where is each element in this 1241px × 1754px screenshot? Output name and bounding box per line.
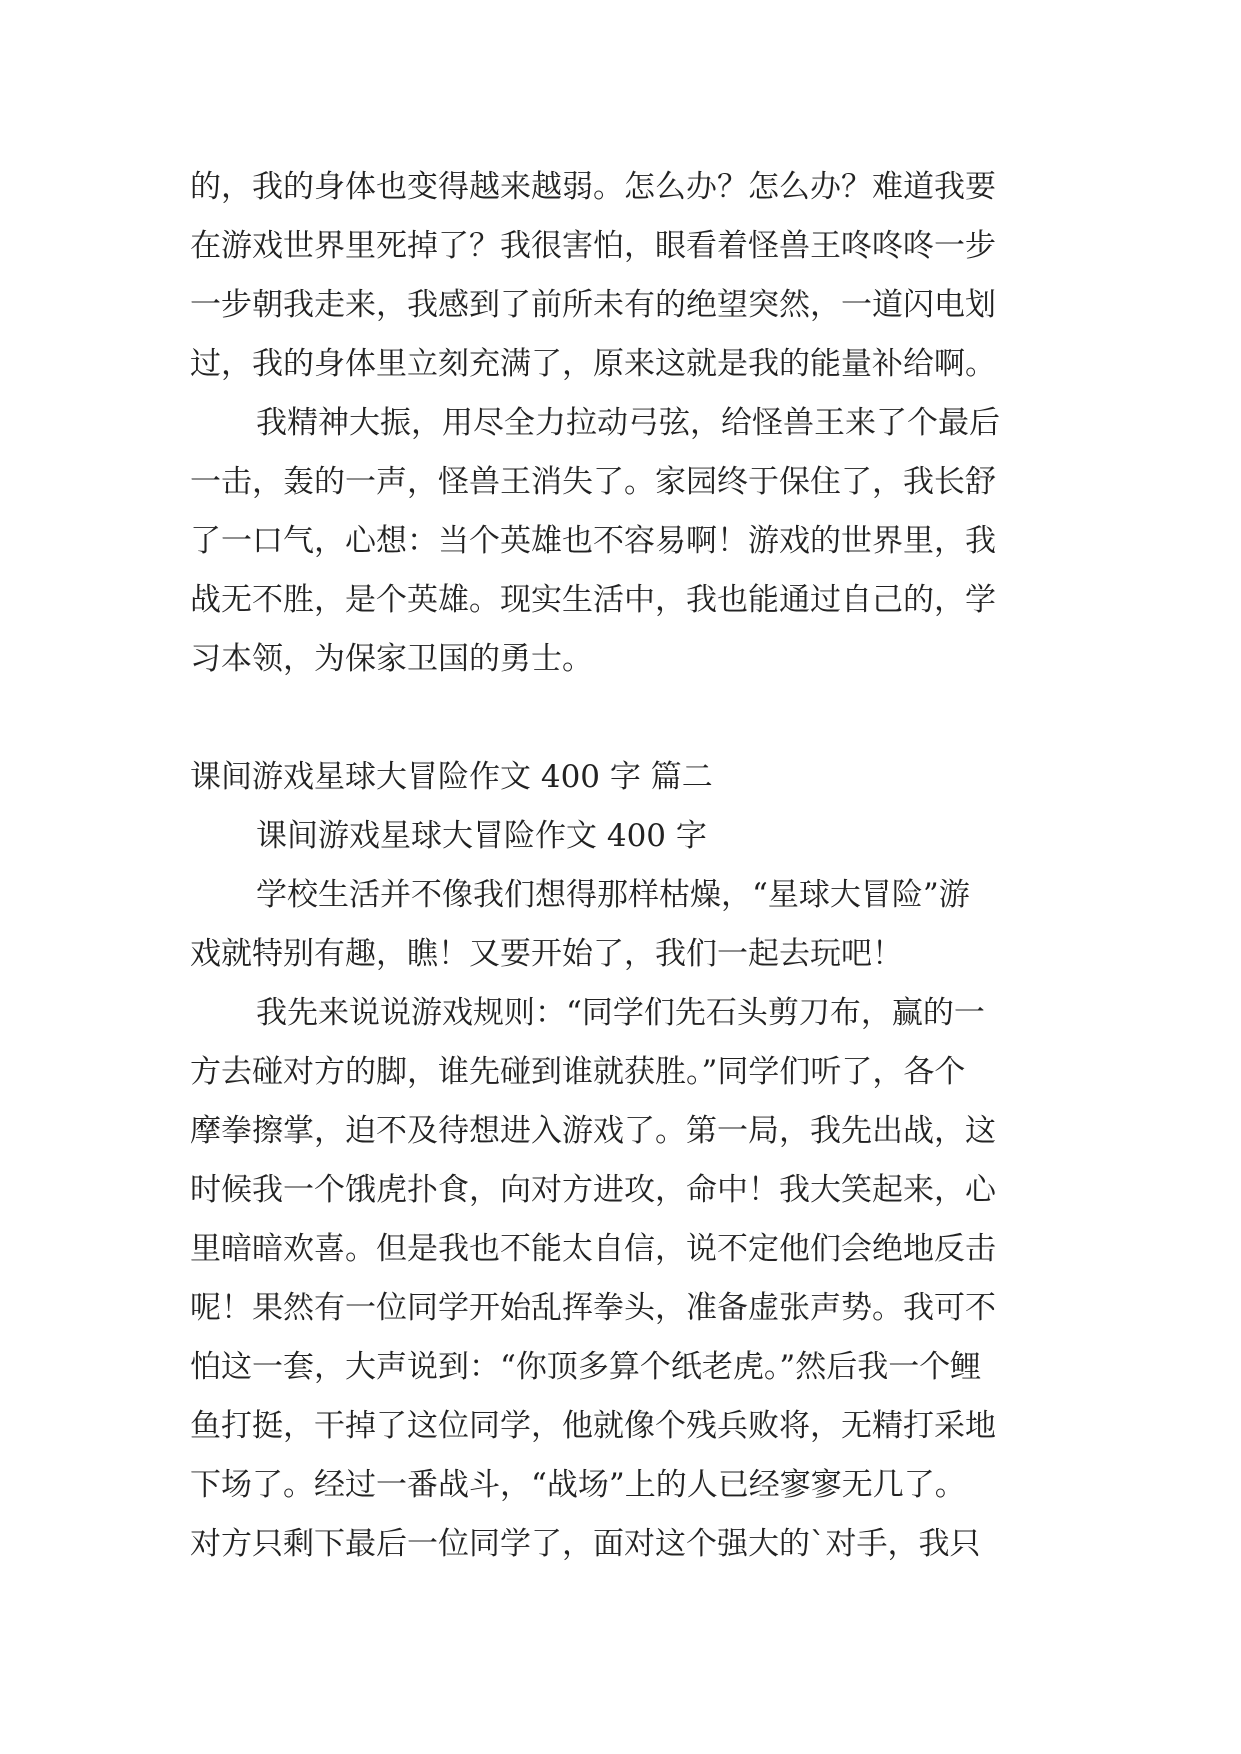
text-line: 下场了。经过一番战斗，“战场”上的人已经寥寥无几了。 xyxy=(190,1467,966,1503)
text-line: 方去碰对方的脚，谁先碰到谁就获胜。”同学们听了，各个 xyxy=(190,1054,966,1090)
paragraph-intro xyxy=(190,866,1070,984)
text-line: 对方只剩下最后一位同学了，面对这个强大的`对手，我只 xyxy=(190,1526,981,1562)
text-line: 学校生活并不像我们想得那样枯燥，“星球大冒险”游 xyxy=(256,877,970,913)
text-line: 在游戏世界里死掉了？我很害怕，眼看着怪兽王咚咚咚一步 xyxy=(190,228,996,264)
text-line: 我先来说说游戏规则：“同学们先石头剪刀布，赢的一 xyxy=(256,995,985,1031)
paragraph-continued xyxy=(190,158,1070,394)
text-line: 摩拳擦掌，迫不及待想进入游戏了。第一局，我先出战，这 xyxy=(190,1113,996,1149)
text-line: 里暗暗欢喜。但是我也不能太自信，说不定他们会绝地反击 xyxy=(190,1231,996,1267)
text-line: 战无不胜，是个英雄。现实生活中，我也能通过自己的，学 xyxy=(190,582,996,618)
paragraph-ending xyxy=(190,394,1070,689)
text-line: 我精神大振，用尽全力拉动弓弦，给怪兽王来了个最后 xyxy=(256,405,1000,441)
document-body xyxy=(190,158,1070,1574)
text-line: 戏就特别有趣，瞧！又要开始了，我们一起去玩吧！ xyxy=(190,936,903,972)
text-line: 时候我一个饿虎扑食，向对方进攻，命中！我大笑起来，心 xyxy=(190,1172,996,1208)
text-line: 一击，轰的一声，怪兽王消失了。家园终于保住了，我长舒 xyxy=(190,464,996,500)
text-line: 呢！果然有一位同学开始乱挥拳头，准备虚张声势。我可不 xyxy=(190,1290,996,1326)
text-line: 鱼打挺，干掉了这位同学，他就像个残兵败将，无精打采地 xyxy=(190,1408,996,1444)
text-line: 一步朝我走来，我感到了前所未有的绝望突然，一道闪电划 xyxy=(190,287,996,323)
article-heading: 课间游戏星球大冒险作文 400 字 篇二 xyxy=(190,759,713,795)
text-line: 了一口气，心想：当个英雄也不容易啊！游戏的世界里，我 xyxy=(190,523,996,559)
text-line: 怕这一套，大声说到：“你顶多算个纸老虎。”然后我一个鲤 xyxy=(190,1349,982,1385)
text-line: 习本领，为保家卫国的勇士。 xyxy=(190,641,593,677)
article-subtitle: 课间游戏星球大冒险作文 400 字 xyxy=(256,818,707,854)
text-line: 过，我的身体里立刻充满了，原来这就是我的能量补给啊。 xyxy=(190,346,996,382)
text-line: 的，我的身体也变得越来越弱。怎么办？怎么办？难道我要 xyxy=(190,169,996,205)
section-gap xyxy=(190,689,1070,748)
paragraph-rules xyxy=(190,984,1070,1574)
